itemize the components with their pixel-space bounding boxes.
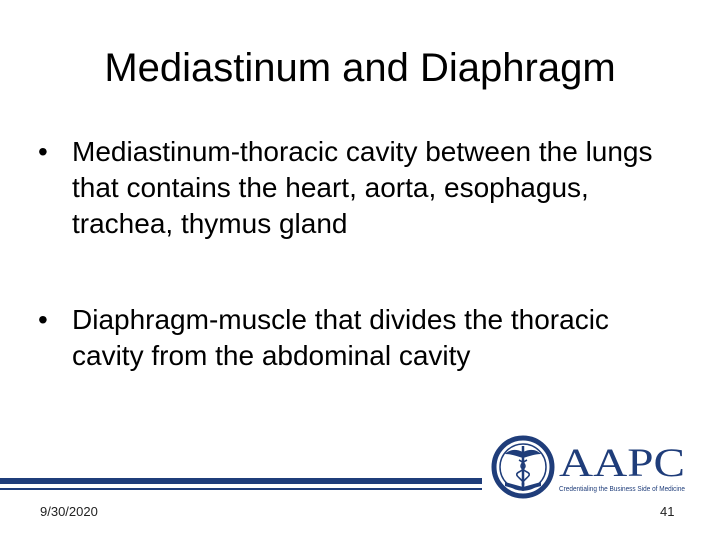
bullet-item — [38, 302, 688, 374]
bullet-text: Diaphragm-muscle that divides the thoracic cavity from the abdominal cavity — [72, 304, 609, 371]
slide-title: Mediastinum and Diaphragm — [104, 46, 616, 90]
bullet-text: Mediastinum-thoracic cavity between the lungs that contains the heart, aorta, esophagus, trachea, thymus gland — [72, 136, 653, 239]
bullet-marker: • — [38, 304, 48, 335]
logo-wordmark: AAPC — [559, 440, 685, 485]
caduceus-emblem-icon — [494, 438, 552, 496]
slide-date: 9/30/2020 — [40, 504, 98, 519]
bullet-item — [38, 134, 688, 242]
aapc-logo — [489, 432, 689, 502]
footer-divider-thin — [0, 488, 482, 490]
bullet-marker: • — [38, 136, 48, 167]
bullet-list — [38, 134, 688, 374]
footer-divider — [0, 478, 482, 484]
slide-page-number: 41 — [660, 504, 675, 519]
logo-tagline: Credentialing the Business Side of Medicine — [559, 486, 686, 493]
